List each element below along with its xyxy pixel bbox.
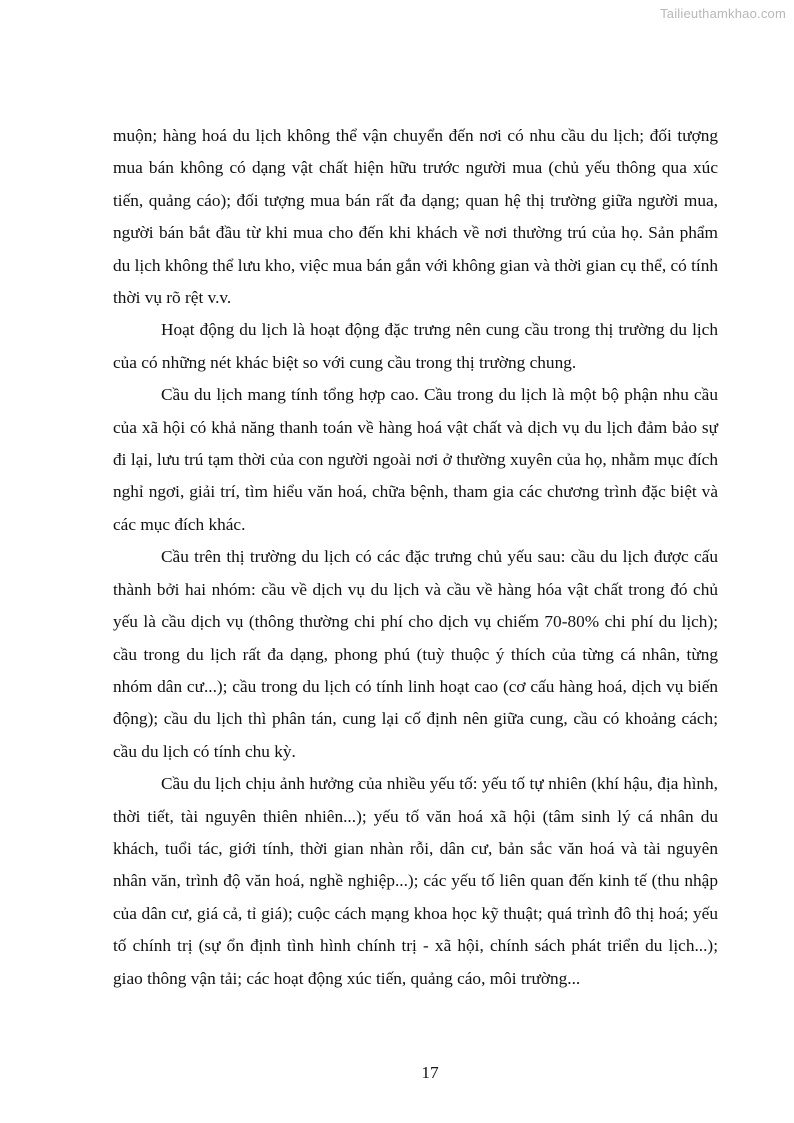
paragraph-1: muộn; hàng hoá du lịch không thể vận chuyển đến nơi có nhu cầu du lịch; đối tượng mua bán không có dạng vật chất hiện hữu trước người mua (chủ yếu thông qua xúc tiến, quảng cáo); đối tượng mua bán rất đa dạng; quan hệ thị trường giữa người mua, người bán bắt đầu từ khi mua cho đến khi khách về nơi thường trú của họ. Sản phẩm du lịch không thể lưu kho, việc mua bán gắn với không gian và thời gian cụ thể, có tính thời vụ rõ rệt v.v. bbox=[113, 126, 719, 308]
page-body bbox=[113, 120, 718, 995]
paragraph-5: Cầu du lịch chịu ảnh hưởng của nhiều yếu tố: yếu tố tự nhiên (khí hậu, địa hình, thời tiết, tài nguyên thiên nhiên...); yếu tố văn hoá xã hội (tâm sinh lý cá nhân du khách, tuổi tác, giới tính, thời gian nhàn rỗi, dân cư, bản sắc văn hoá và tài nguyên nhân văn, trình độ văn hoá, nghề nghiệp...); các yếu tố liên quan đến kinh tế (thu nhập của dân cư, giá cả, tỉ giá); cuộc cách mạng khoa học kỹ thuật; quá trình đô thị hoá; yếu tố chính trị (sự ổn định tình hình chính trị - xã hội, chính sách phát triển du lịch...); giao thông vận tải; các hoạt động xúc tiến, quảng cáo, môi trường... bbox=[113, 774, 718, 988]
paragraph-2: Hoạt động du lịch là hoạt động đặc trưng nên cung cầu trong thị trường du lịch của có những nét khác biệt so với cung cầu trong thị trường chung. bbox=[113, 320, 718, 372]
page-number: 17 bbox=[421, 1063, 439, 1082]
paragraph-3: Cầu du lịch mang tính tổng hợp cao. Cầu trong du lịch là một bộ phận nhu cầu của xã hội có khả năng thanh toán về hàng hoá vật chất và dịch vụ du lịch đảm bảo sự đi lại, lưu trú tạm thời của con người ngoài nơi ở thường xuyên của họ, nhằm mục đích nghỉ ngơi, giải trí, tìm hiểu văn hoá, chữa bệnh, tham gia các chương trình đặc biệt và các mục đích khác. bbox=[113, 385, 718, 534]
paragraph-4: Cầu trên thị trường du lịch có các đặc trưng chủ yếu sau: cầu du lịch được cấu thành bởi hai nhóm: cầu về dịch vụ du lịch và cầu về hàng hóa vật chất trong đó chủ yếu là cầu dịch vụ (thông thường chi phí cho dịch vụ chiếm 70-80% chi phí du lịch); cầu trong du lịch rất đa dạng, phong phú (tuỳ thuộc ý thích của từng cá nhân, từng nhóm dân cư...); cầu trong du lịch có tính linh hoạt cao (cơ cấu hàng hoá, dịch vụ biến động); cầu du lịch thì phân tán, cung lại cố định nên giữa cung, cầu có khoảng cách; cầu du lịch có tính chu kỳ. bbox=[113, 547, 718, 761]
watermark: Tailieuthamkhao.com bbox=[660, 6, 786, 21]
